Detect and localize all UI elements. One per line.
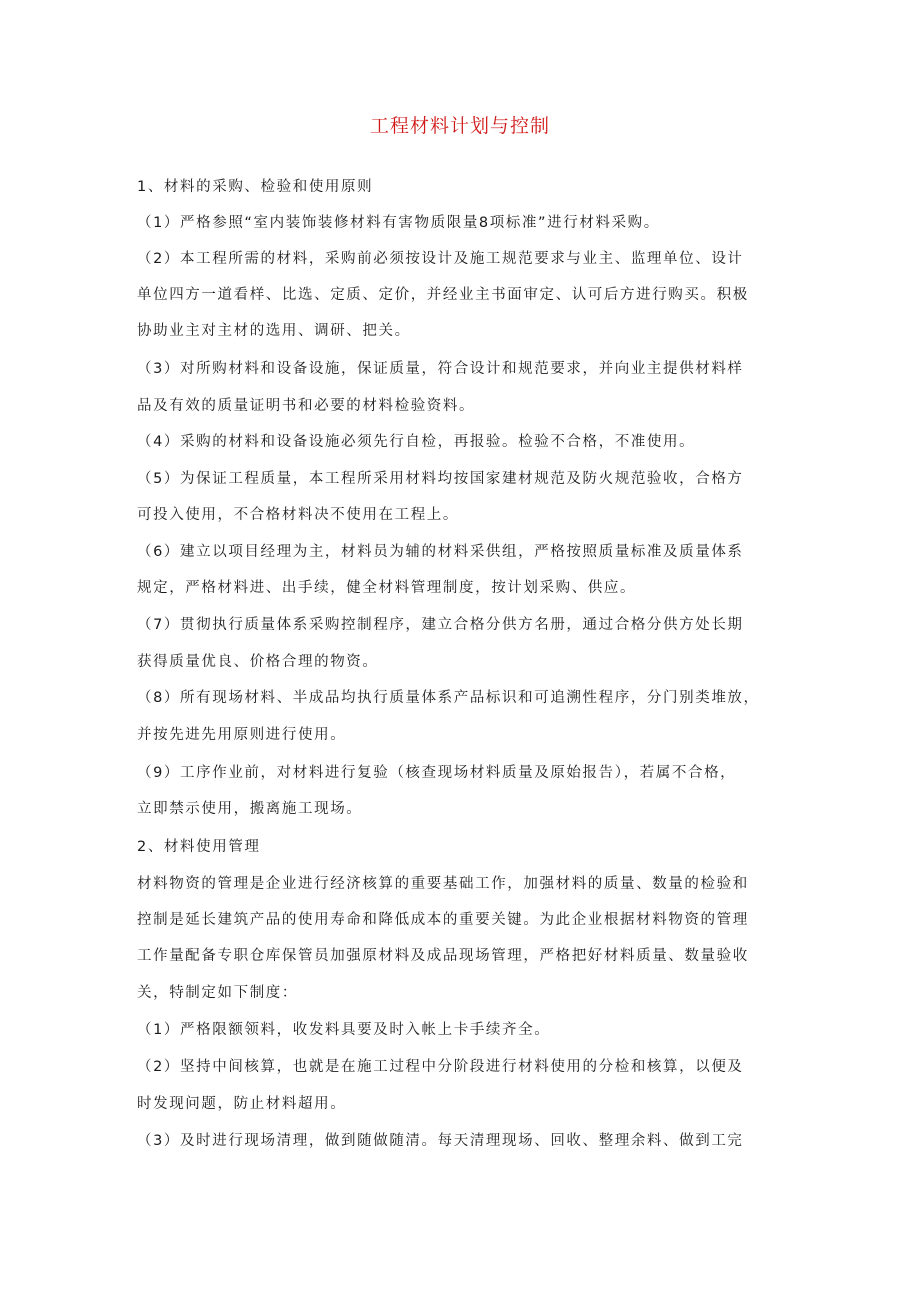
paragraph-line: （2）本工程所需的材料，采购前必须按设计及施工规范要求与业主、监理单位、设计 — [137, 251, 744, 267]
page-title: 工程材料计划与控制 — [369, 115, 550, 137]
paragraph-line: 可投入使用，不合格材料决不使用在工程上。 — [137, 507, 459, 523]
paragraph-line: （4）采购的材料和设备设施必须先行自检，再报验。检验不合格，不准使用。 — [137, 434, 696, 450]
paragraph-line: 关，特制定如下制度： — [137, 985, 298, 1001]
paragraph-line: （3）及时进行现场清理，做到随做随清。每天清理现场、回收、整理余料、做到工完 — [137, 1133, 744, 1149]
paragraph-line: （2）坚持中间核算，也就是在施工过程中分阶段进行材料使用的分检和核算，以便及 — [137, 1059, 744, 1075]
paragraph-line: （8）所有现场材料、半成品均执行质量体系产品标识和可追溯性程序，分门别类堆放， — [137, 690, 760, 706]
paragraph-line: 获得质量优良、价格合理的物资。 — [137, 654, 379, 670]
paragraph-line: 立即禁示使用，搬离施工现场。 — [137, 801, 363, 817]
paragraph-line: （1）严格参照“室内装饰装修材料有害物质限量8项标准”进行材料采购。 — [137, 215, 660, 231]
paragraph-line: 协助业主对主材的选用、调研、把关。 — [137, 323, 411, 339]
paragraph-line: 控制是延长建筑产品的使用寿命和降低成本的重要关键。为此企业根据材料物资的管理 — [137, 912, 749, 928]
paragraph-line: 时发现问题，防止材料超用。 — [137, 1096, 347, 1112]
paragraph-line: （7）贯彻执行质量体系采购控制程序，建立合格分供方名册，通过合格分供方处长期 — [137, 617, 744, 633]
paragraph-line: （5）为保证工程质量，本工程所采用材料均按国家建材规范及防火规范验收，合格方 — [137, 471, 744, 487]
paragraph-line: 材料物资的管理是企业进行经济核算的重要基础工作，加强材料的质量、数量的检验和 — [137, 876, 749, 892]
paragraph-line: 并按先进先用原则进行使用。 — [137, 727, 347, 743]
paragraph-line: （1）严格限额领料，收发料具要及时入帐上卡手续齐全。 — [137, 1022, 551, 1038]
paragraph-line: （3）对所购材料和设备设施，保证质量，符合设计和规范要求，并向业主提供材料样 — [137, 361, 744, 377]
paragraph-line: 品及有效的质量证明书和必要的材料检验资料。 — [137, 398, 476, 414]
paragraph-line: 单位四方一道看样、比选、定质、定价，并经业主书面审定、认可后方进行购买。积极 — [137, 287, 749, 303]
paragraph-line: 工作量配备专职仓库保管员加强原材料及成品现场管理，严格把好材料质量、数量验收 — [137, 948, 749, 964]
paragraph-line: （6）建立以项目经理为主，材料员为辅的材料采供组，严格按照质量标准及质量体系 — [137, 544, 744, 560]
section-heading: 2、材料使用管理 — [137, 839, 261, 855]
section-heading: 1、材料的采购、检验和使用原则 — [137, 179, 374, 195]
paragraph-line: （9）工序作业前，对材料进行复验（核查现场材料质量及原始报告），若属不合格， — [137, 765, 737, 781]
paragraph-line: 规定，严格材料进、出手续，健全材料管理制度，按计划采购、供应。 — [137, 580, 637, 596]
